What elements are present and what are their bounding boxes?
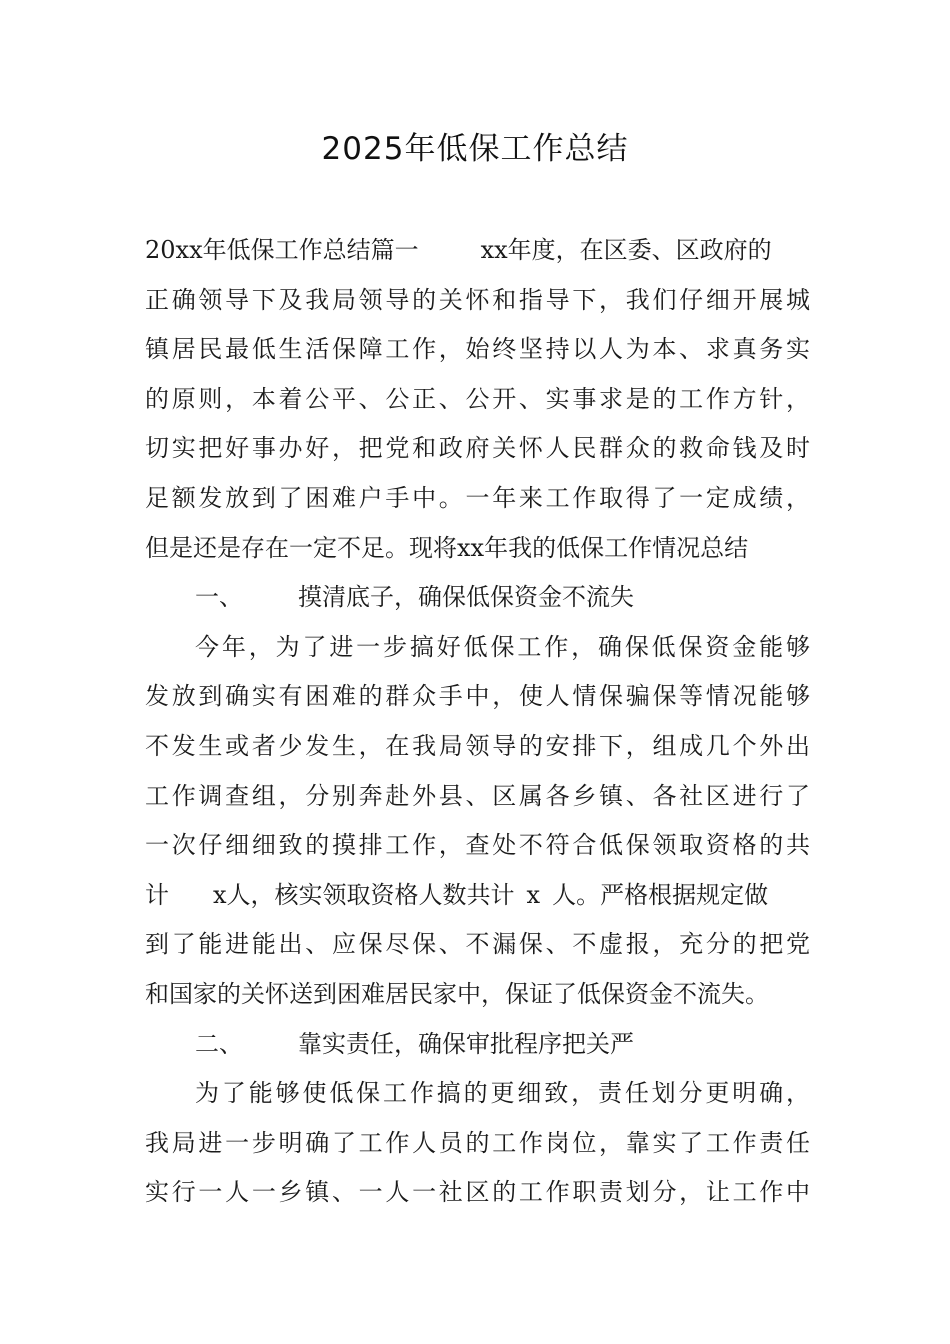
paragraph-line: 发放到确实有困难的群众手中，使人情保骗保等情况能够 — [145, 682, 810, 711]
count-text: 计 — [145, 880, 169, 909]
count-text: x — [526, 880, 541, 909]
section-heading — [145, 573, 810, 623]
section-number: 二、 — [195, 1029, 243, 1058]
paragraph-line: 不发生或者少发生，在我局领导的安排下，组成几个外出 — [145, 731, 810, 760]
paragraph-line: 镇居民最低生活保障工作，始终坚持以人为本、求真务实 — [145, 335, 810, 364]
section-number: 一、 — [195, 583, 243, 612]
paragraph-line: 我局进一步明确了工作人员的工作岗位，靠实了工作责任 — [145, 1128, 810, 1157]
paragraph-line: 和国家的关怀送到困难居民家中，保证了低保资金不流失。 — [145, 979, 769, 1008]
section-title: 靠实责任，确保审批程序把关严 — [298, 1029, 634, 1058]
section-title: 摸清底子，确保低保资金不流失 — [298, 583, 634, 612]
section-heading — [145, 1020, 810, 1070]
paragraph-line: 但是还是存在一定不足。现将xx年我的低保工作情况总结 — [145, 533, 749, 562]
paragraph-line: 为了能够使低保工作搞的更细致，责任划分更明确， — [195, 1079, 810, 1108]
paragraph-line: 工作调查组，分别奔赴外县、区属各乡镇、各社区进行了 — [145, 781, 810, 810]
paragraph-line — [145, 871, 810, 921]
paragraph-line — [145, 226, 810, 276]
paragraph-line: 的原则，本着公平、公正、公开、实事求是的工作方针， — [145, 384, 810, 413]
intro-heading: 20xx年低保工作总结篇一 — [145, 236, 419, 264]
paragraph-line: 到了能进能出、应保尽保、不漏保、不虚报，充分的把党 — [145, 930, 810, 959]
page-title: 2025年低保工作总结 — [321, 131, 629, 167]
paragraph-line: 今年，为了进一步搞好低保工作，确保低保资金能够 — [195, 632, 810, 661]
paragraph-line: 一次仔细细致的摸排工作，查处不符合低保领取资格的共 — [145, 831, 810, 860]
paragraph-line: 足额发放到了困难户手中。一年来工作取得了一定成绩， — [145, 483, 810, 512]
count-text: 人。严格根据规定做 — [552, 880, 769, 909]
paragraph-line: 实行一人一乡镇、一人一社区的工作职责划分，让工作中 — [145, 1178, 810, 1207]
intro-lead: xx年度，在区委、区政府的 — [480, 236, 772, 264]
count-text: x人，核实领取资格人数共计 — [213, 880, 515, 909]
document-body — [145, 226, 810, 1218]
paragraph-line: 正确领导下及我局领导的关怀和指导下，我们仔细开展城 — [145, 285, 810, 314]
paragraph-line: 切实把好事办好，把党和政府关怀人民群众的救命钱及时 — [145, 434, 810, 463]
